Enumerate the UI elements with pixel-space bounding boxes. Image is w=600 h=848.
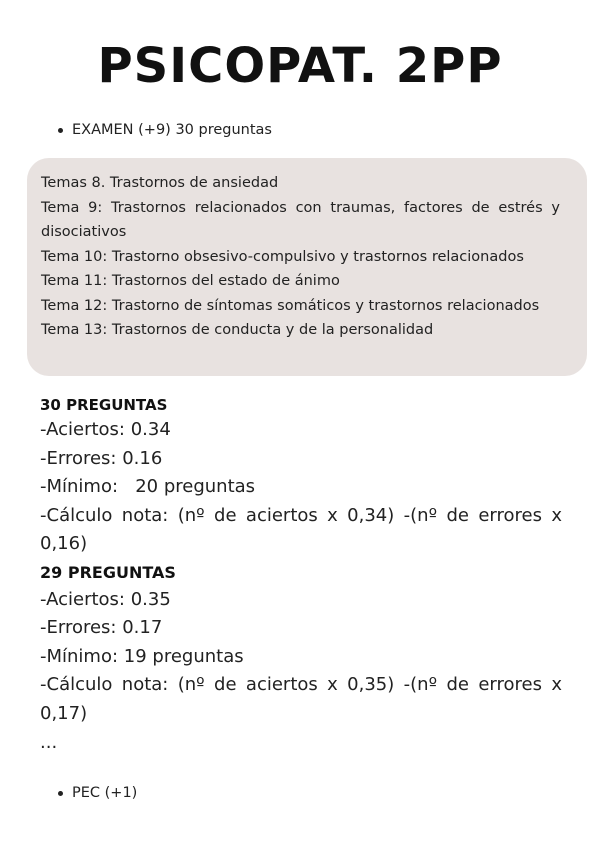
ellipsis-text: ... [40, 732, 58, 753]
scoring-section [40, 394, 562, 758]
bullet-dot-icon [58, 791, 63, 796]
topic-item: Tema 11: Trastornos del estado de ánimo [41, 273, 340, 289]
aciertos-line: -Aciertos: 0.34 [40, 419, 171, 440]
page-title: PSICOPAT. 2PP [97, 38, 503, 94]
section-heading: 30 PREGUNTAS [40, 396, 168, 414]
topic-item: Tema 9: Trastornos relacionados con traumas, factores de estrés y disociativos [41, 199, 560, 240]
topic-item: Tema 12: Trastorno de síntomas somáticos y trastornos relacionados [41, 297, 540, 314]
topic-item: Temas 8. Trastornos de ansiedad [41, 175, 279, 191]
errores-line: -Errores: 0.16 [40, 447, 163, 469]
pec-bullet-text: PEC (+1) [72, 785, 138, 801]
topic-item: Tema 13: Trastornos de conducta y de la personalidad [41, 322, 434, 338]
section-heading: 29 PREGUNTAS [40, 562, 176, 582]
calculo-line: -Cálculo nota: (nº de aciertos x 0,34) -(nº de errores x 0,16) [40, 504, 562, 554]
aciertos-line: -Aciertos: 0.35 [40, 588, 171, 610]
exam-bullet-text: EXAMEN (+9) 30 preguntas [72, 122, 272, 138]
exam-bullet [58, 122, 272, 138]
calculo-line: -Cálculo nota: (nº de aciertos x 0,35) -(nº de errores x 0,17) [40, 674, 562, 724]
bullet-dot-icon [58, 128, 63, 133]
minimo-line: -Mínimo: 19 preguntas [40, 645, 244, 667]
topic-item: Tema 10: Trastorno obsesivo-compulsivo y trastornos relacionados [41, 248, 524, 265]
minimo-line: -Mínimo: 20 preguntas [40, 476, 256, 497]
errores-line: -Errores: 0.17 [40, 617, 163, 638]
topics-box [27, 158, 587, 376]
pec-bullet [58, 785, 137, 801]
